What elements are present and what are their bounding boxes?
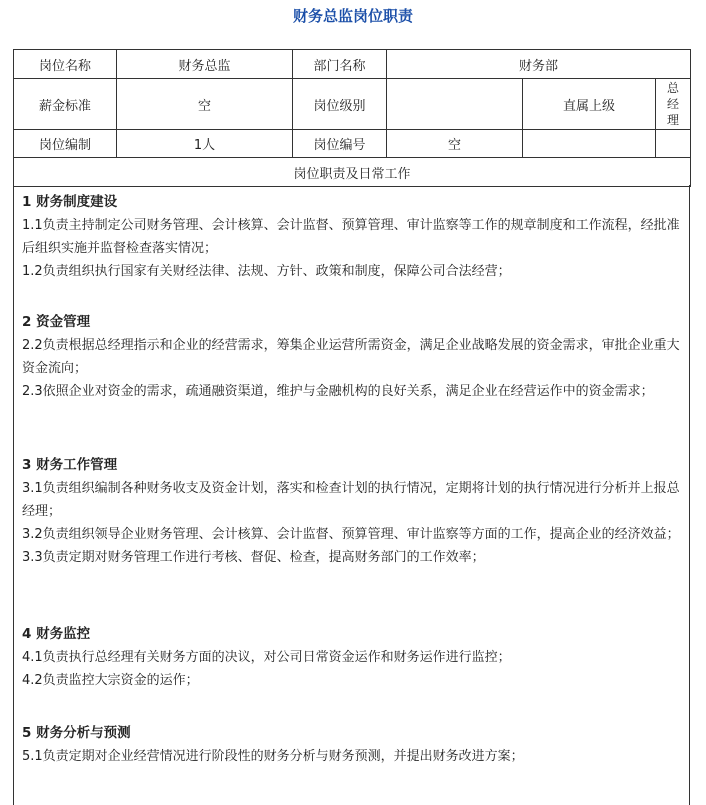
value-position-level: [387, 79, 523, 130]
section-heading: 4 财务监控: [22, 626, 91, 642]
section-finance-system: [22, 190, 687, 283]
empty-cell-1: [523, 130, 656, 158]
label-department-name: 部门名称: [293, 50, 387, 79]
duties-content: [13, 185, 690, 805]
section-fund-management: [22, 310, 687, 403]
section-finance-work: [22, 453, 687, 569]
value-position-number: 空: [387, 130, 523, 158]
duty-item: 3.1负责组织编制各种财务收支及资金计划，落实和检查计划的执行情况，定期将计划的执行情况进行分析并上报总经理；: [22, 481, 680, 519]
duty-item: 5.1负责定期对企业经营情况进行阶段性的财务分析与财务预测，并提出财务改进方案；: [22, 749, 524, 764]
section-heading: 3 财务工作管理: [22, 457, 118, 473]
value-position-headcount: 1人: [117, 130, 293, 158]
empty-cell-2: [656, 130, 691, 158]
duties-header-row: [14, 158, 691, 187]
section-heading: 5 财务分析与预测: [22, 725, 131, 741]
duties-header: 岗位职责及日常工作: [14, 158, 691, 187]
label-salary-standard: 薪金标准: [14, 79, 117, 130]
duty-item: 3.2负责组织领导企业财务管理、会计核算、会计监督、预算管理、审计监察等方面的工作，提高企业的经济效益；: [22, 527, 680, 542]
value-salary-standard: 空: [117, 79, 293, 130]
duty-item: 2.3依照企业对资金的需求，疏通融资渠道，维护与金融机构的良好关系，满足企业在经营运作中的资金需求；: [22, 384, 654, 399]
value-department-name: 财务部: [387, 50, 691, 79]
duty-item: 1.2负责组织执行国家有关财经法律、法规、方针、政策和制度，保障公司合法经营；: [22, 264, 511, 279]
info-row-2: [14, 79, 691, 130]
value-position-name: 财务总监: [117, 50, 293, 79]
duty-item: 4.1负责执行总经理有关财务方面的决议，对公司日常资金运作和财务运作进行监控；: [22, 650, 511, 665]
section-heading: 1 财务制度建设: [22, 194, 118, 210]
label-position-headcount: 岗位编制: [14, 130, 117, 158]
duty-item: 3.3负责定期对财务管理工作进行考核、督促、检查，提高财务部门的工作效率；: [22, 550, 485, 565]
value-direct-superior: [656, 79, 691, 130]
label-position-level: 岗位级别: [293, 79, 387, 130]
section-finance-monitoring: [22, 622, 687, 692]
section-finance-analysis: [22, 721, 687, 768]
section-heading: 2 资金管理: [22, 314, 91, 330]
direct-superior-text: 总 经 理: [667, 81, 680, 127]
label-position-number: 岗位编号: [293, 130, 387, 158]
duty-item: 1.1负责主持制定公司财务管理、会计核算、会计监督、预算管理、审计监察等工作的规章制度和工作流程，经批准后组织实施并监督检查落实情况；: [22, 218, 680, 256]
duty-item: 2.2负责根据总经理指示和企业的经营需求，筹集企业运营所需资金，满足企业战略发展的资金需求，审批企业重大资金流向；: [22, 338, 680, 376]
info-row-1: [14, 50, 691, 79]
label-position-name: 岗位名称: [14, 50, 117, 79]
job-info-table: [13, 49, 691, 187]
duty-item: 4.2负责监控大宗资金的运作；: [22, 673, 199, 688]
info-row-3: [14, 130, 691, 158]
label-direct-superior: 直属上级: [523, 79, 656, 130]
page-title: 财务总监岗位职责: [292, 7, 413, 25]
